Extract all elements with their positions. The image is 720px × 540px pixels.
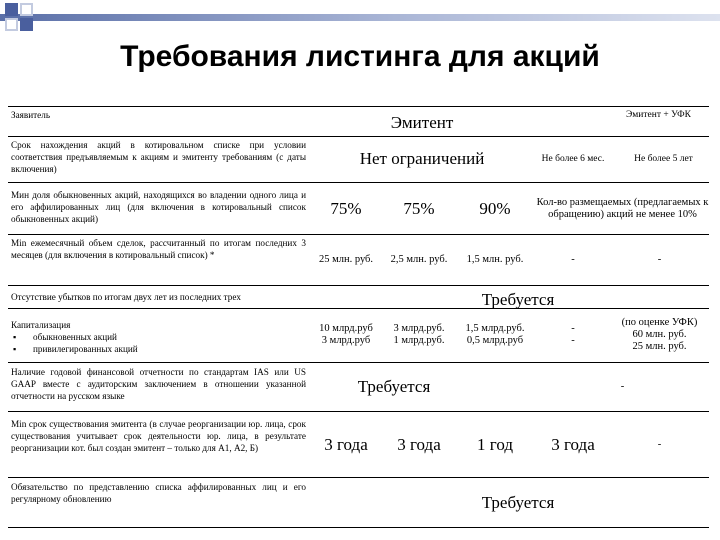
min-volume-col1: 25 млн. руб.: [318, 254, 374, 265]
capitalization-preferred: 1 млрд.руб.: [393, 335, 445, 346]
ias-col45: -: [620, 381, 625, 392]
list-item: ▪ привилегированных акций: [33, 343, 306, 355]
row-label-listing-term: Срок нахождения акций в котировальном списке при условии соответствия предъявляемым к акциям и эмитенту требованиям (с даты включения): [11, 140, 306, 174]
capitalization-common: -: [571, 323, 575, 334]
min-volume-col5: -: [657, 254, 662, 265]
row-divider: [8, 182, 709, 183]
capitalization-preferred: 3 млрд.руб: [321, 335, 371, 346]
min-volume-col2: 2,5 млн. руб.: [390, 254, 448, 265]
no-losses-value: Требуется: [481, 290, 555, 309]
decoration-square: [20, 3, 33, 16]
decoration-bar: [0, 14, 720, 21]
capitalization-note: (по оценке УФК): [621, 317, 698, 328]
row-label-ias: Наличие годовой финансовой отчетности по стандартам IAS или US GAAP вместе с аудиторским заключением в отношении указанной отчетности на русском языке: [11, 367, 306, 401]
row-label-affiliates: Обязательство по представлению списка аффилированных лиц и его регулярному обновлению: [11, 482, 306, 504]
capitalization-col3: [454, 311, 536, 359]
list-item: ▪ обыкновенных акций: [33, 331, 306, 343]
row-divider: [8, 477, 709, 478]
capitalization-preferred: -: [571, 335, 575, 346]
decoration-square: [5, 3, 18, 16]
title-decoration: [0, 0, 720, 36]
row-divider: [8, 527, 709, 528]
affiliates-value: Требуется: [481, 493, 555, 512]
row-divider: [8, 136, 709, 137]
row-divider: [8, 411, 709, 412]
capitalization-col5: [610, 311, 709, 359]
capitalization-list: [11, 331, 306, 355]
capitalization-common: 10 млрд.руб: [319, 323, 373, 334]
header-applicant: Заявитель: [11, 110, 51, 120]
min-age-col1: 3 года: [324, 435, 368, 454]
header-issuer-ufk: Эмитент + УФК: [626, 110, 691, 120]
min-share-col3: 90%: [479, 199, 511, 218]
capitalization-preferred: 25 млн. руб.: [632, 341, 687, 352]
min-volume-col3: 1,5 млн. руб.: [466, 254, 524, 265]
row-divider: [8, 285, 709, 286]
min-age-col5: -: [657, 439, 662, 450]
min-share-col45: Кол-во размещаемых (предлагаемых к обращению) акций не менее 10%: [536, 197, 709, 220]
capitalization-col1: [308, 311, 384, 359]
listing-requirements-table: [8, 106, 709, 527]
decoration-square: [5, 18, 18, 31]
capitalization-col2: [384, 311, 454, 359]
min-share-col2: 75%: [403, 199, 435, 218]
row-label-min-age: Мin срок существования эмитента (в случае реорганизации юр. лица, срок существования учитывает срок деятельности юр. лица, в результате реорганизации кот. был создан эмитент – только для А1, А2, Б): [11, 419, 306, 453]
capitalization-col4: [536, 311, 610, 359]
ias-value: Требуется: [357, 377, 431, 396]
capitalization-common: 1,5 млрд.руб.: [465, 323, 525, 334]
header-issuer: Эмитент: [390, 113, 454, 132]
row-divider: [8, 106, 709, 107]
capitalization-common: 60 млн. руб.: [632, 329, 687, 340]
row-label-min-share: Мин доля обыкновенных акций, находящихся во владении одного лица и его аффилированных лиц (для включения в котировальный список обыкновенных акций): [11, 190, 306, 224]
capitalization-preferred: 0,5 млрд.руб: [466, 335, 524, 346]
page-title: Требования листинга для акций: [120, 40, 600, 73]
row-divider: [8, 234, 709, 235]
listing-term-col5: Не более 5 лет: [634, 154, 693, 164]
row-label-no-losses: Отсутствие убытков по итогам двух лет из последних трех: [11, 292, 241, 302]
min-volume-col4: -: [571, 254, 575, 265]
min-age-col2: 3 года: [397, 435, 441, 454]
capitalization-common: 3 млрд.руб.: [393, 323, 445, 334]
capitalization-title: Капитализация: [11, 320, 71, 330]
min-share-col1: 75%: [330, 199, 362, 218]
listing-term-issuer: Нет ограничений: [359, 149, 485, 168]
min-age-col4: 3 года: [551, 435, 595, 454]
row-label-capitalization: [8, 319, 308, 355]
row-label-min-volume: Мin ежемесячный объем сделок, рассчитанный по итогам последних 3 месяцев (для включения в котировальный список) *: [11, 238, 306, 260]
min-age-col3: 1 год: [477, 435, 513, 454]
decoration-square: [20, 18, 33, 31]
listing-term-col4: Не более 6 мес.: [541, 154, 605, 164]
row-divider: [8, 362, 709, 363]
